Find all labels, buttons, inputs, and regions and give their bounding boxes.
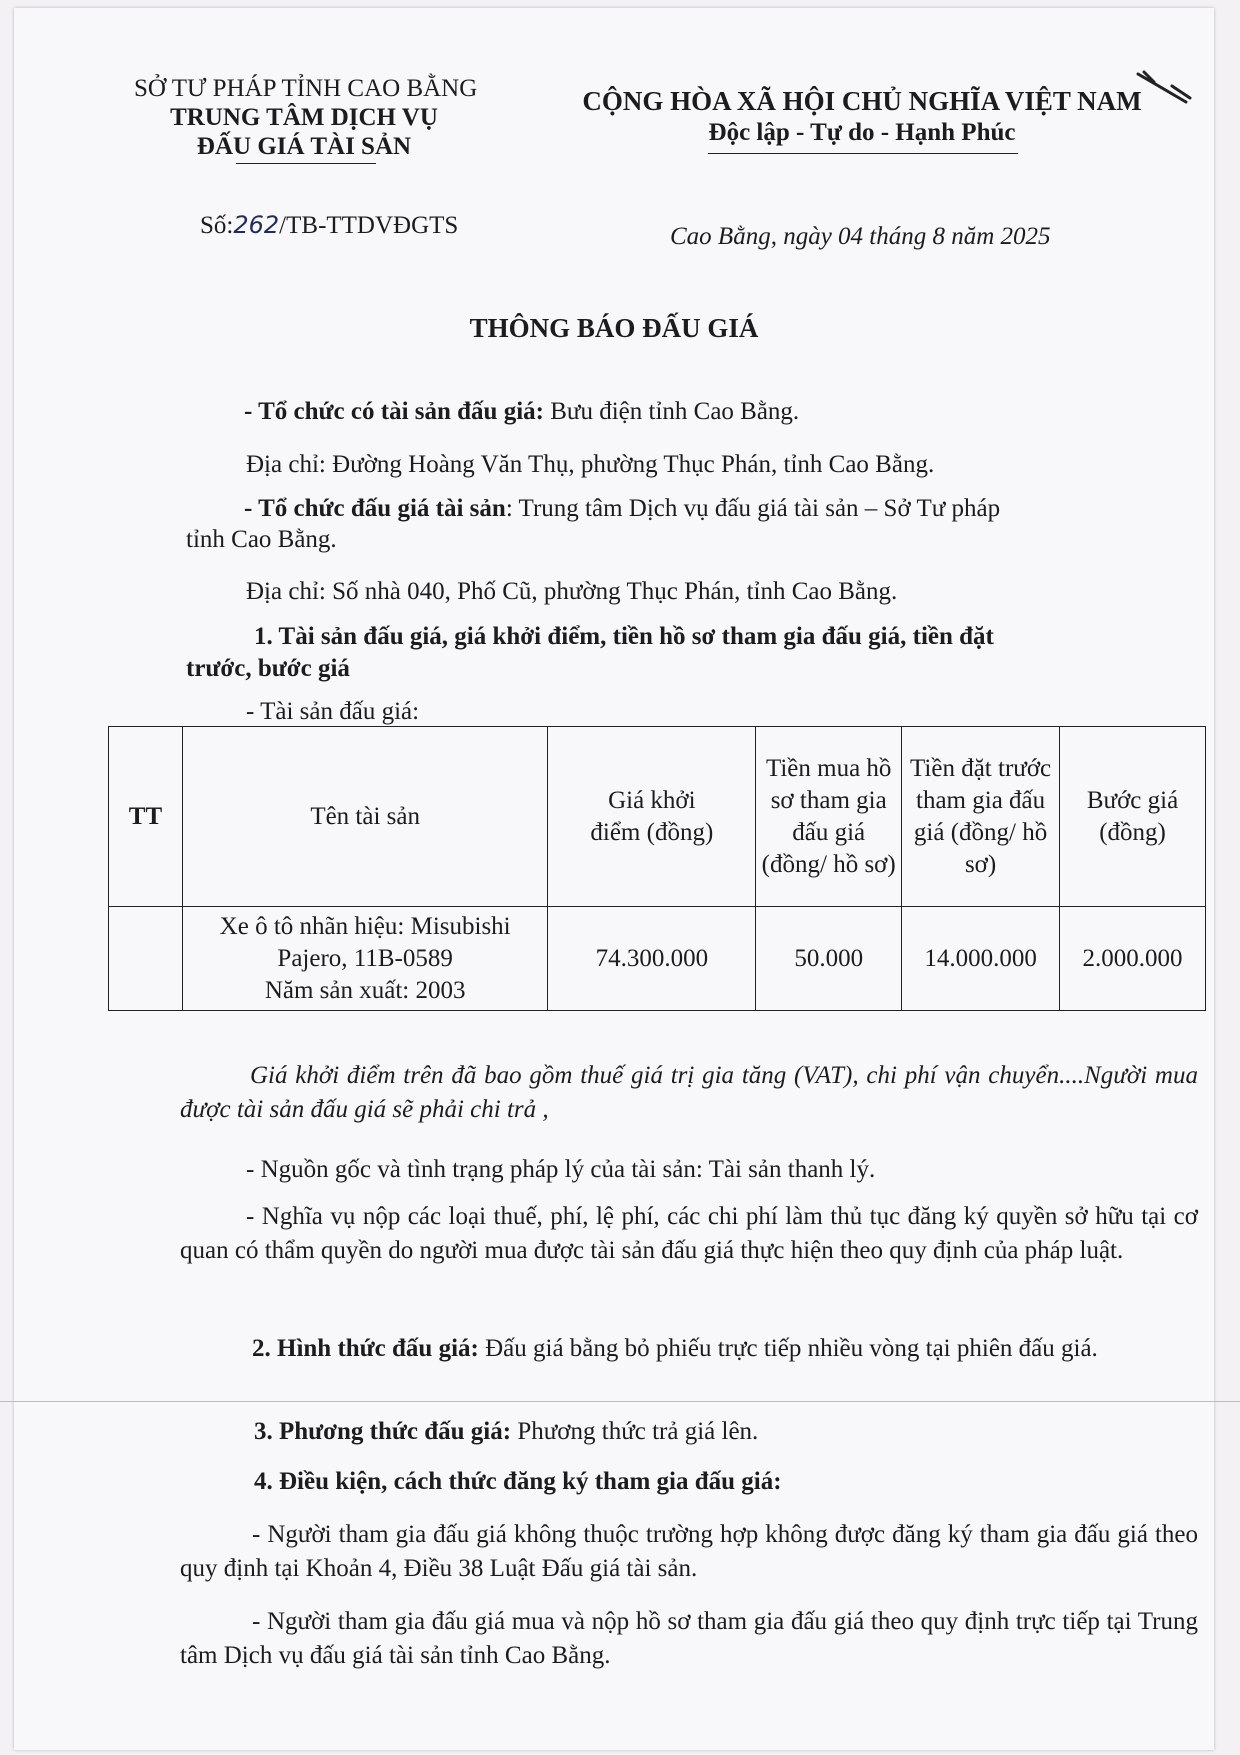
asset-label: - Tài sản đấu giá: (246, 698, 420, 725)
scan-guide-line (0, 1401, 1240, 1402)
pen-mark-icon (1134, 68, 1194, 108)
section4-item2: - Người tham gia đấu giá mua và nộp hồ sơ tham gia đấu giá theo quy định trực tiếp tại Trung tâm Dịch vụ đấu giá tài sản tỉnh Cao Bằng. (180, 1608, 1198, 1669)
section4-heading: 4. Điều kiện, cách thức đăng ký tham gia đấu giá: (254, 1468, 782, 1495)
owner-label: - Tổ chức có tài sản đấu giá: (244, 398, 544, 425)
motto-underline (708, 153, 1018, 154)
cell-step: 2.000.000 (1060, 907, 1206, 1011)
issuer-center-name: ĐẤU GIÁ TÀI SẢN (196, 133, 412, 160)
section3-label: 3. Phương thức đấu giá: (254, 1418, 512, 1445)
section4-item1: - Người tham gia đấu giá không thuộc trường hợp không được đăng ký tham gia đấu giá theo quy định tại Khoản 4, Điều 38 Luật Đấu giá tài sản. (180, 1521, 1198, 1582)
price-note: Giá khởi điểm trên đã bao gồm thuế giá trị gia tăng (VAT), chi phí vận chuyển....Người mua được tài sản đấu giá sẽ phải chi trả , (180, 1062, 1198, 1123)
cell-start-price: 74.300.000 (548, 907, 756, 1011)
document-number (200, 211, 458, 240)
section2-value: Đấu giá bằng bỏ phiếu trực tiếp nhiều vòng tại phiên đấu giá. (478, 1335, 1098, 1362)
issuer-center: TRUNG TÂM DỊCH VỤ (170, 104, 438, 131)
cell-name (182, 907, 547, 1011)
section2-paragraph (180, 1333, 1198, 1365)
cell-tt (109, 907, 183, 1011)
national-title: CỘNG HÒA XÃ HỘI CHỦ NGHĨA VIỆT NAM (582, 86, 1142, 116)
origin-line: - Nguồn gốc và tình trạng pháp lý của tài sản: Tài sản thanh lý. (246, 1156, 876, 1183)
col-deposit: Tiền đặt trước tham gia đấu giá (đồng/ hồ sơ) (902, 727, 1060, 907)
organizer-label: - Tổ chức đấu giá tài sản (244, 495, 506, 522)
organizer-value: : Trung tâm Dịch vụ đấu giá tài sản – Sở Tư pháp (505, 495, 1001, 522)
number-suffix: /TB-TTDVĐGTS (279, 212, 459, 239)
col-tt: TT (109, 727, 183, 907)
national-title-block (572, 86, 1152, 148)
organizer-value-line2: tỉnh Cao Bằng. (186, 526, 337, 553)
col-step: Bước giá (đồng) (1060, 727, 1206, 907)
organizer-line (244, 495, 1000, 523)
section1-heading-line2: trước, bước giá (186, 655, 350, 682)
national-motto: Độc lập - Tự do - Hạnh Phúc (708, 119, 1016, 146)
owner-value: Bưu điện tỉnh Cao Bằng. (543, 398, 800, 425)
issuer-block (134, 74, 478, 161)
col-name: Tên tài sản (182, 727, 547, 907)
cell-deposit: 14.000.000 (902, 907, 1060, 1011)
section3-line (254, 1418, 758, 1446)
section1-heading-line1: 1. Tài sản đấu giá, giá khởi điểm, tiền hồ sơ tham gia đấu giá, tiền đặt (254, 623, 994, 650)
table-header-row (109, 727, 1206, 907)
col-start-price: Giá khởi điểm (đồng) (548, 727, 756, 907)
number-handwritten: 262 (233, 211, 280, 239)
number-prefix: Số: (200, 212, 234, 239)
asset-table (108, 726, 1206, 1011)
cell-name-line1: Xe ô tô nhãn hiệu: Misubishi (219, 912, 511, 940)
issuer-underline (236, 163, 376, 164)
col-dossier-fee: Tiền mua hồ sơ tham gia đấu giá (đồng/ hồ sơ) (756, 727, 902, 907)
owner-line (244, 398, 799, 426)
cell-name-line3: Năm sản xuất: 2003 (264, 976, 466, 1004)
owner-address: Địa chỉ: Đường Hoàng Văn Thụ, phường Thục Phán, tỉnh Cao Bằng. (246, 451, 935, 478)
document-title: THÔNG BÁO ĐẤU GIÁ (469, 313, 759, 343)
cell-dossier-fee: 50.000 (756, 907, 902, 1011)
organizer-address: Địa chỉ: Số nhà 040, Phố Cũ, phường Thục Phán, tỉnh Cao Bằng. (246, 578, 898, 605)
document-page (14, 8, 1214, 1750)
issuer-ministry: SỞ TƯ PHÁP TỈNH CAO BẰNG (134, 75, 478, 102)
section2-label: 2. Hình thức đấu giá: (252, 1335, 479, 1362)
cell-name-line2: Pajero, 11B-0589 (277, 944, 453, 972)
table-row (109, 907, 1206, 1011)
place-date: Cao Bằng, ngày 04 tháng 8 năm 2025 (670, 223, 1051, 250)
section3-value: Phương thức trả giá lên. (511, 1418, 759, 1445)
obligation-paragraph: - Nghĩa vụ nộp các loại thuế, phí, lệ phí, các chi phí làm thủ tục đăng ký quyền sở hữu tại cơ quan có thẩm quyền do người mua được tài sản đấu giá thực hiện theo quy định của pháp luật. (180, 1203, 1198, 1264)
